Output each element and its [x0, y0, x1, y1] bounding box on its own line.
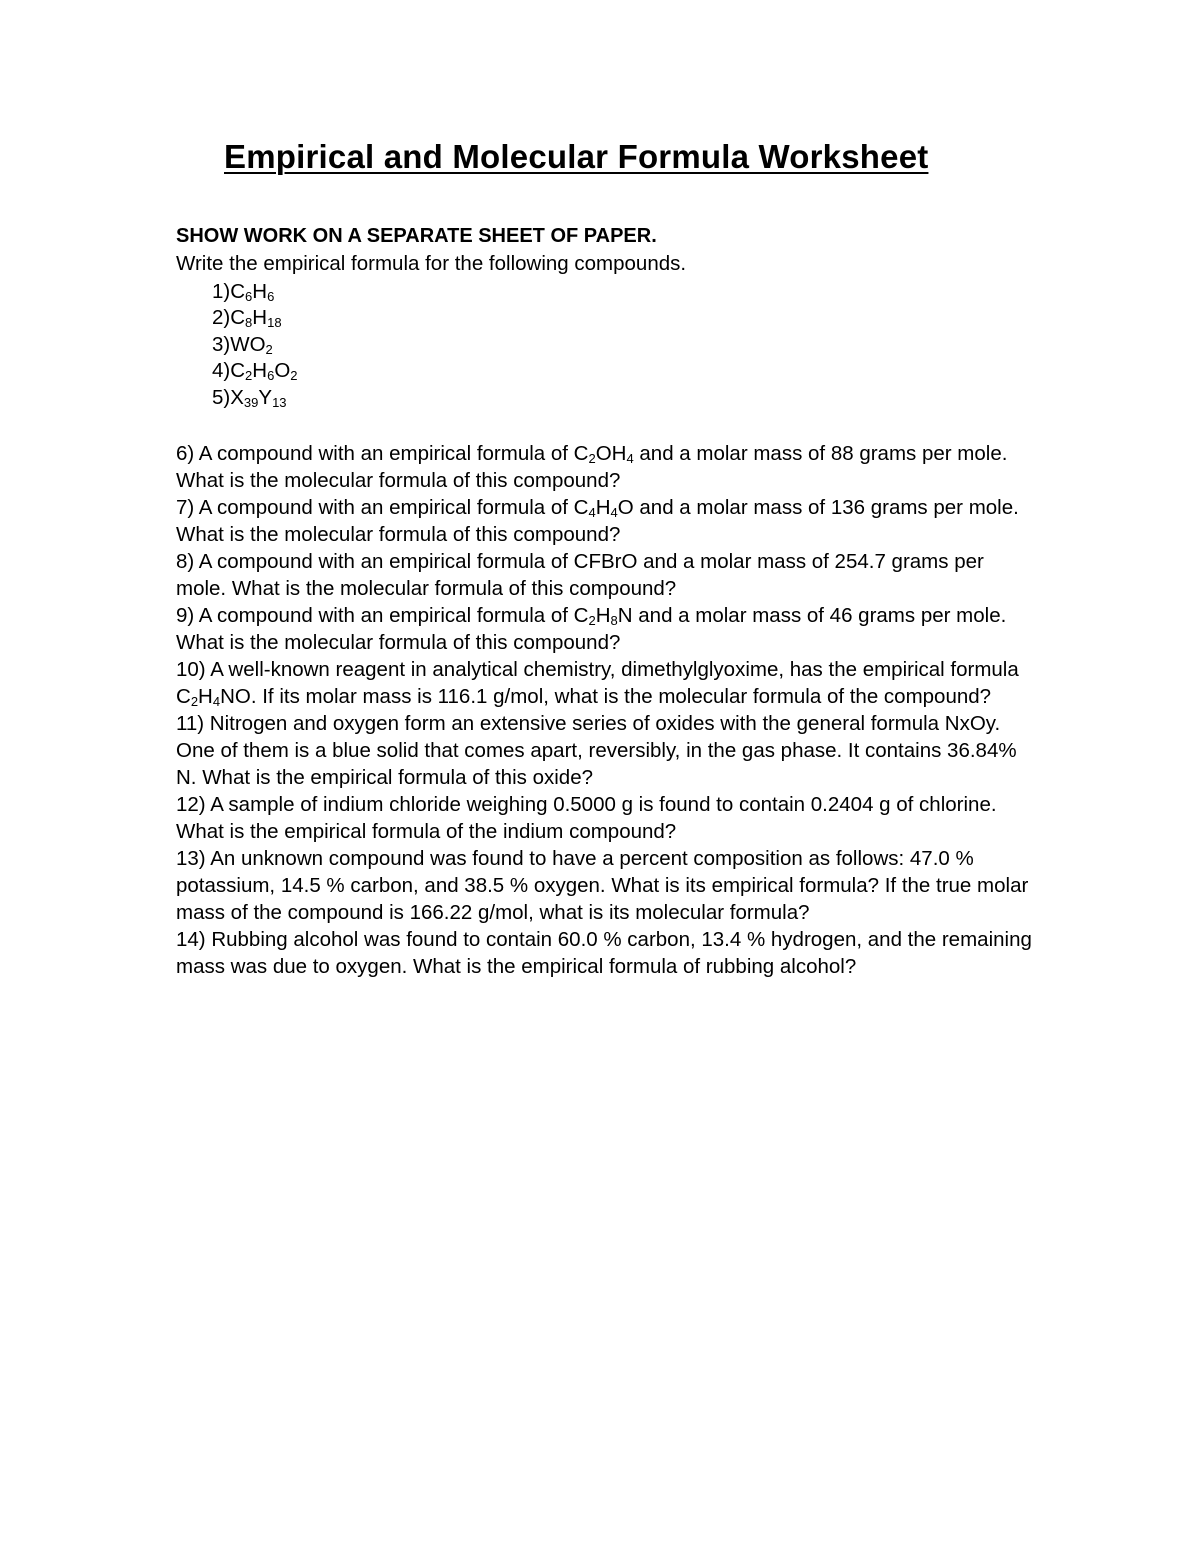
subscript: 39 — [243, 394, 259, 410]
subscript: 2 — [588, 451, 596, 466]
subscript: 6 — [267, 368, 275, 384]
page-title: Empirical and Molecular Formula Worksheet — [224, 138, 929, 175]
question-item: 12) A sample of indium chloride weighing 0.5000 g is found to contain 0.2404 g of chlorine. What is the empirical formula of the indium compound? — [176, 793, 997, 843]
subscript: 8 — [245, 315, 253, 331]
question-list — [176, 440, 1036, 980]
formula-item: $2)C_8H_{18}$ — [212, 306, 282, 331]
question-item: 13) An unknown compound was found to have a percent composition as follows: 47.0 % potassium, 14.5 % carbon, and 38.5 % oxygen. What is its empirical formula? If the true molar mass of the compound is 166.22 g/mol, what is its molecular formula? — [176, 847, 1029, 924]
subscript: 2 — [190, 694, 199, 709]
subscript: 4 — [212, 694, 221, 709]
subscript: 4 — [588, 505, 596, 520]
subscript: 4 — [610, 505, 618, 520]
question-item: 6) A compound with an empirical formula of $C_2OH_4$ and a molar mass of 88 grams per mole. What is the molecular formula of this compound? — [176, 442, 1008, 492]
subscript: 8 — [610, 613, 618, 628]
subscript: 6 — [267, 289, 275, 304]
formula-item: $5)X_{39}Y_{13}$ — [212, 385, 287, 410]
subscript: 18 — [267, 315, 282, 331]
question-item: 9) A compound with an empirical formula of $C_2H_8N$ and a molar mass of 46 grams per mole. What is the molecular formula of this compound? — [176, 604, 1007, 654]
question-item: 7) A compound with an empirical formula of $C_4H_4O$ and a molar mass of 136 grams per mole. What is the molecular formula of this compound? — [176, 496, 1019, 546]
question-item: 14) Rubbing alcohol was found to contain 60.0 % carbon, 13.4 % hydrogen, and the remaining mass was due to oxygen. What is the empirical formula of rubbing alcohol? — [176, 928, 1032, 978]
formula-item: $1)C_6H_6$ — [212, 280, 275, 304]
question-item: 8) A compound with an empirical formula of CFBrO and a molar mass of 254.7 grams per mole. What is the molecular formula of this compound? — [176, 550, 984, 600]
formula-list — [212, 279, 298, 411]
subscript: 2 — [290, 368, 298, 384]
subscript: 2 — [245, 368, 253, 384]
subscript: 2 — [588, 613, 596, 628]
subscript: 4 — [626, 451, 634, 466]
formula-item: $3)WO_2$ — [212, 332, 273, 357]
subscript: 2 — [265, 341, 273, 357]
subscript: 13 — [272, 394, 287, 410]
question-item: 11) Nitrogen and oxygen form an extensive series of oxides with the general formula NxOy. One of them is a blue solid that comes apart, reversibly, in the gas phase. It contains 36.84% N. What is the empirical formula of this oxide? — [176, 712, 1017, 789]
formula-item: $4)C_2H_6O_2$ — [212, 359, 298, 384]
question-item: 10) A well-known reagent in analytical chemistry, dimethylglyoxime, has the empirical formula $C_2H_4NO$. If its molar mass is 116.1 g/mol, what is the molecular formula of the compound? — [176, 658, 1019, 709]
subscript: 6 — [245, 289, 253, 304]
empirical-instruction: Write the empirical formula for the following compounds. — [176, 252, 687, 275]
show-work-instruction: SHOW WORK ON A SEPARATE SHEET OF PAPER. — [176, 225, 657, 247]
